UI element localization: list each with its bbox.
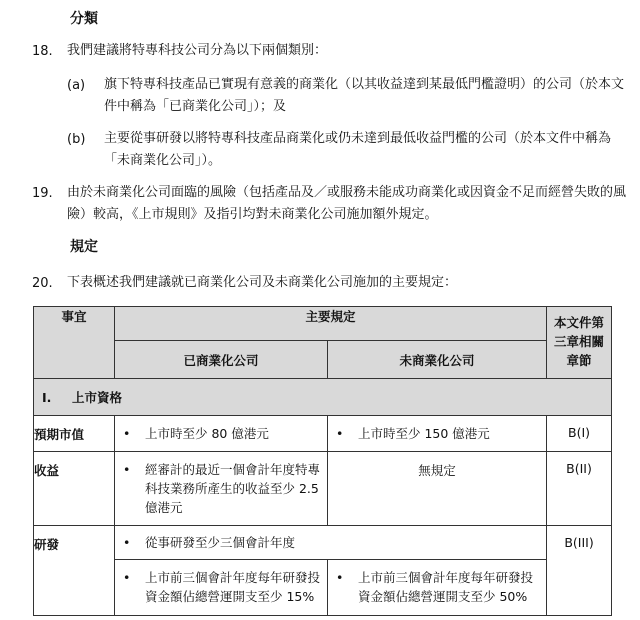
market-cap-commercial-text: 上市時至少 80 億港元 xyxy=(145,426,269,441)
paragraph-number-19: 19. xyxy=(32,186,53,201)
row-rnd-commercial xyxy=(115,560,328,616)
market-cap-precommercial-text: 上市時至少 150 億港元 xyxy=(358,426,490,441)
bullet-icon: • xyxy=(336,426,344,441)
item-b-text: 主要從事研發以將特專科技產品商業化或仍未達到最低收益門檻的公司（於本文件中稱為「未商業化公司」）。 xyxy=(104,131,612,168)
bullet-icon: • xyxy=(123,462,131,477)
row-market-cap-precommercial xyxy=(328,416,547,452)
heading-classification: 分類 xyxy=(70,11,98,27)
rnd-commercial-text: 上市前三個會計年度每年研發投資金額佔總營運開支至少 15% xyxy=(145,570,321,604)
header-reference-section: 本文件第三章相關章節 xyxy=(547,307,612,379)
row-market-cap-commercial xyxy=(115,416,328,452)
item-a-text: 旗下特專科技產品已實現有意義的商業化（以其收益達到某最低門檻證明）的公司（於本文件中稱為「已商業化公司」）；及 xyxy=(104,77,625,114)
row-revenue-precommercial: 無規定 xyxy=(328,452,547,526)
section-title: 上市資格 xyxy=(72,390,123,405)
header-precommercial-company: 未商業化公司 xyxy=(328,341,547,379)
row-rnd-matter: 研發 xyxy=(34,526,115,616)
bullet-icon: • xyxy=(123,535,131,550)
bullet-icon: • xyxy=(336,570,344,585)
rnd-precommercial-text: 上市前三個會計年度每年研發投資金額佔總營運開支至少 50% xyxy=(358,570,534,604)
header-matter: 事宜 xyxy=(34,307,115,379)
row-revenue-commercial xyxy=(115,452,328,526)
revenue-commercial-text: 經審計的最近一個會計年度特專科技業務所產生的收益至少 2.5 億港元 xyxy=(145,462,321,515)
section-number: I. xyxy=(42,390,52,405)
paragraph-number-20: 20. xyxy=(32,276,53,291)
row-rnd-precommercial xyxy=(328,560,547,616)
item-a-label: (a) xyxy=(67,78,86,93)
row-rnd-shared xyxy=(115,526,547,560)
header-commercial-company: 已商業化公司 xyxy=(115,341,328,379)
paragraph-19-text: 由於未商業化公司面臨的風險（包括產品及／或服務未能成功商業化或因資金不足而經營失敗的風險）較高，《上市規則》及指引均對未商業化公司施加額外規定。 xyxy=(67,185,627,222)
row-revenue-matter: 收益 xyxy=(34,452,115,526)
paragraph-20-text: 下表概述我們建議就已商業化公司及未商業化公司施加的主要規定： xyxy=(67,275,458,290)
heading-rules: 規定 xyxy=(70,239,98,255)
section-listing-eligibility xyxy=(34,379,612,416)
row-market-cap-ref: B(I) xyxy=(547,416,612,452)
rnd-shared-text: 從事研發至少三個會計年度 xyxy=(145,535,296,550)
bullet-icon: • xyxy=(123,570,131,585)
item-b-label: (b) xyxy=(67,132,86,147)
paragraph-18-text: 我們建議將特專科技公司分為以下兩個類別： xyxy=(67,43,328,58)
row-rnd-ref: B(III) xyxy=(547,526,612,616)
paragraph-number-18: 18. xyxy=(32,44,53,59)
header-main-requirements: 主要規定 xyxy=(115,307,547,341)
row-market-cap-matter: 預期市值 xyxy=(34,416,115,452)
row-revenue-ref: B(II) xyxy=(547,452,612,526)
bullet-icon: • xyxy=(123,426,131,441)
requirements-table xyxy=(33,306,612,616)
